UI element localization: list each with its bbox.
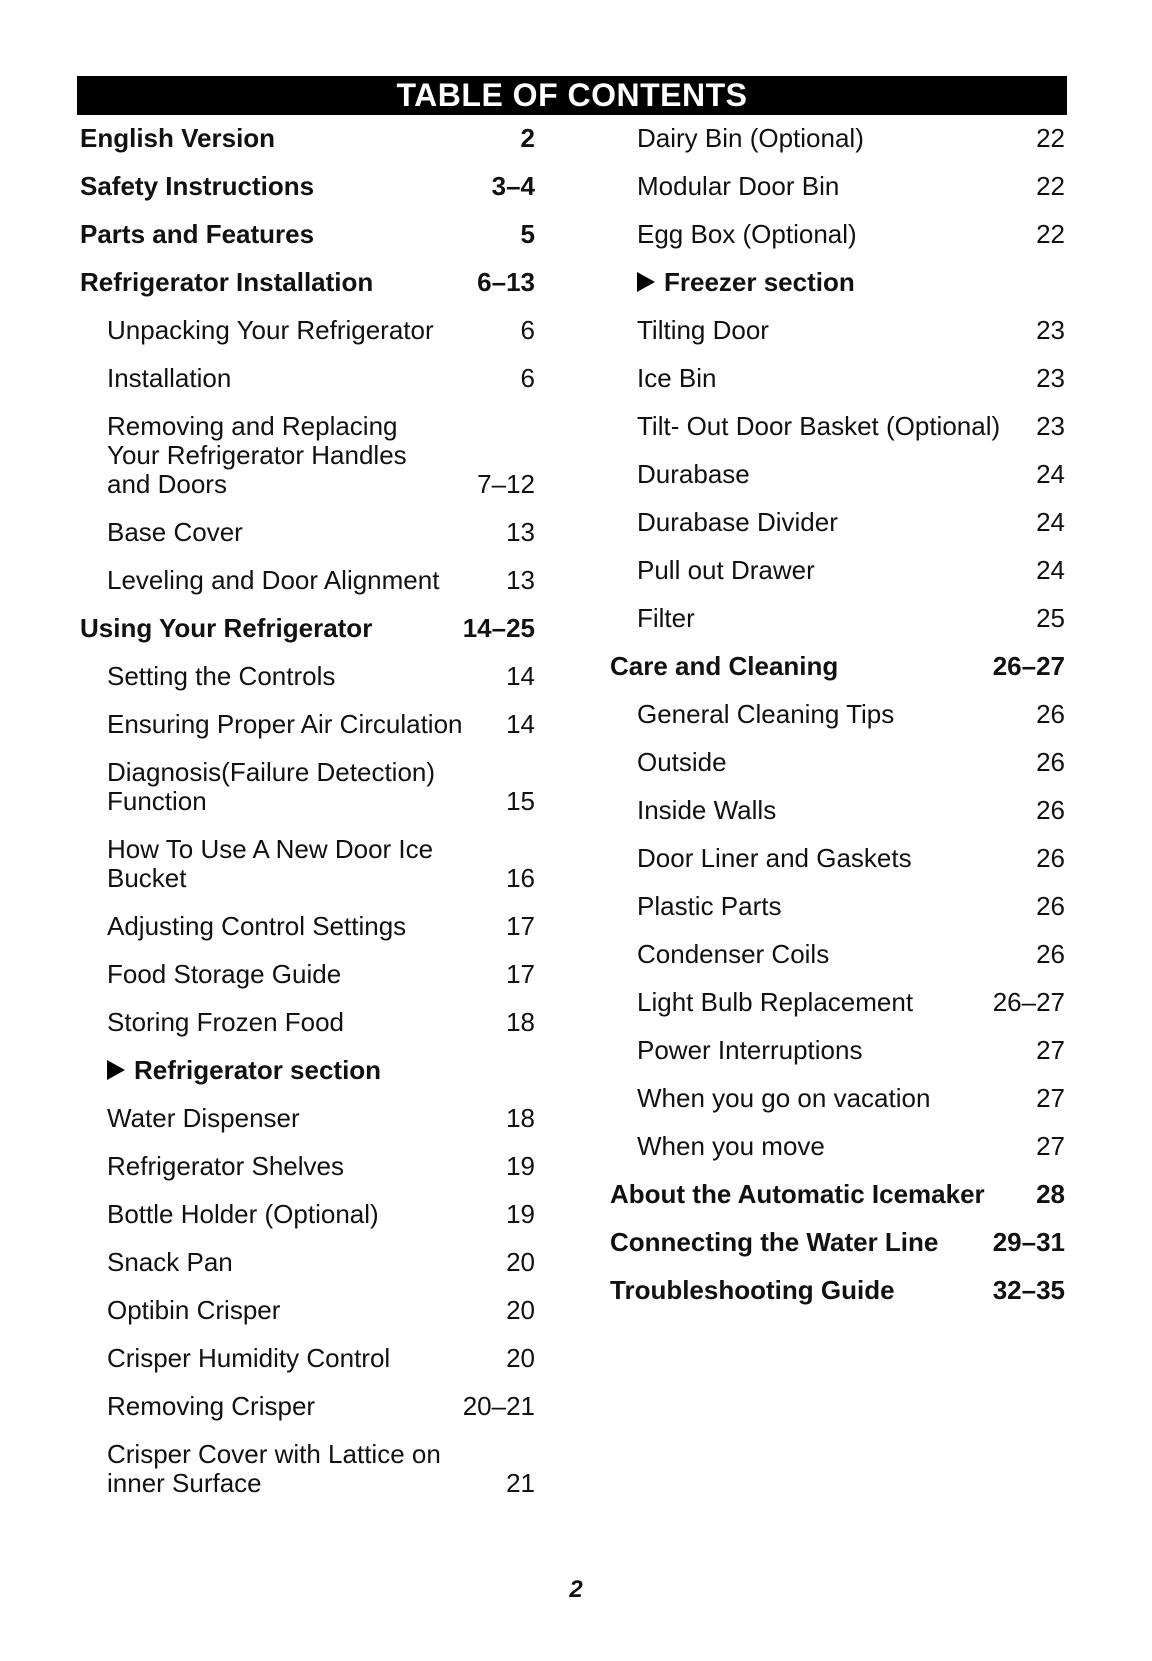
toc-entry[interactable] — [80, 1248, 535, 1277]
toc-entry[interactable] — [610, 316, 1065, 345]
toc-entry-text: Using Your Refrigerator — [80, 613, 373, 643]
toc-entry-text: Base Cover — [107, 517, 243, 547]
toc-entry-text: Door Liner and Gaskets — [637, 843, 912, 873]
toc-entry-page: 7–12 — [477, 469, 535, 499]
toc-entry-label — [610, 652, 993, 681]
toc-entry-page: 20 — [506, 1343, 535, 1373]
toc-entry-text: Plastic Parts — [637, 891, 782, 921]
toc-entry-label — [80, 518, 475, 547]
toc-entry-label — [80, 835, 475, 893]
toc-entry-text: Parts and Features — [80, 219, 315, 249]
toc-entry-page: 18 — [506, 1103, 535, 1133]
toc-entry[interactable] — [610, 124, 1065, 153]
toc-entry-page: 16 — [506, 863, 535, 893]
toc-entry-text: About the Automatic Icemaker — [610, 1179, 985, 1209]
toc-entry[interactable] — [80, 1344, 535, 1373]
toc-entry-label — [610, 1180, 1005, 1209]
toc-entry-label — [80, 1296, 475, 1325]
toc-entry-page: 24 — [1036, 555, 1065, 585]
toc-entry-text: Egg Box (Optional) — [637, 219, 857, 249]
toc-entry-text: Snack Pan — [107, 1247, 233, 1277]
toc-entry-text: Care and Cleaning — [610, 651, 839, 681]
toc-entry-label — [610, 508, 1005, 537]
toc-entry-label — [80, 566, 475, 595]
toc-entry-page: 26 — [1036, 699, 1065, 729]
toc-entry-page: 20 — [506, 1295, 535, 1325]
toc-entry[interactable] — [80, 960, 535, 989]
toc-entry[interactable] — [80, 566, 535, 595]
toc-entry-text: General Cleaning Tips — [637, 699, 895, 729]
toc-entry[interactable] — [610, 1276, 1065, 1305]
toc-entry-page: 13 — [506, 517, 535, 547]
toc-entry-page: 15 — [506, 786, 535, 816]
toc-entry-page: 23 — [1036, 363, 1065, 393]
toc-entry-page: 26 — [1036, 795, 1065, 825]
toc-entry-label — [80, 268, 475, 297]
toc-entry-text: Adjusting Control Settings — [107, 911, 407, 941]
toc-entry[interactable] — [80, 412, 535, 499]
toc-entry-label — [80, 364, 475, 393]
toc-entry-text: Condenser Coils — [637, 939, 830, 969]
toc-entry-text: Setting the Controls — [107, 661, 336, 691]
toc-entry-page: 6 — [520, 363, 535, 393]
toc-entry-text: Ensuring Proper Air Circulation — [107, 709, 463, 739]
toc-entry[interactable] — [80, 1200, 535, 1229]
toc-entry-text: Diagnosis(Failure Detection) Function — [107, 757, 436, 816]
toc-entry[interactable] — [80, 220, 535, 249]
toc-entry-label — [610, 412, 1005, 441]
toc-entry-label — [610, 268, 1005, 297]
toc-entry-label — [610, 940, 1005, 969]
toc-entry-text: Filter — [637, 603, 695, 633]
toc-entry-text: Freezer section — [664, 267, 855, 297]
toc-entry[interactable] — [610, 1180, 1065, 1209]
toc-entry-text: Refrigerator Shelves — [107, 1151, 344, 1181]
toc-entry[interactable] — [610, 988, 1065, 1017]
triangle-bullet-icon — [637, 272, 655, 292]
toc-entry-label — [80, 1152, 475, 1181]
toc-entry[interactable] — [610, 940, 1065, 969]
toc-entry-page: 18 — [506, 1007, 535, 1037]
triangle-bullet-icon — [107, 1060, 125, 1080]
toc-entry-page: 14 — [506, 661, 535, 691]
toc-entry-text: Installation — [107, 363, 232, 393]
toc-entry-text: Inside Walls — [637, 795, 777, 825]
toc-entry-text: How To Use A New Door Ice Bucket — [107, 834, 434, 893]
toc-entry-label — [80, 662, 475, 691]
toc-entry-label — [610, 748, 1005, 777]
toc-entry[interactable] — [80, 1104, 535, 1133]
toc-entry-page: 14 — [506, 709, 535, 739]
toc-entry-text: Crisper Cover with Lattice on inner Surface — [107, 1439, 441, 1498]
toc-entry[interactable] — [610, 1132, 1065, 1161]
toc-entry-label — [80, 912, 475, 941]
toc-entry[interactable] — [610, 652, 1065, 681]
toc-entry-page: 6 — [520, 315, 535, 345]
toc-entry[interactable] — [80, 124, 535, 153]
toc-entry[interactable] — [610, 1084, 1065, 1113]
toc-entry[interactable] — [80, 1440, 535, 1498]
toc-entry[interactable] — [80, 172, 535, 201]
toc-entry[interactable] — [610, 748, 1065, 777]
toc-entry-page: 27 — [1036, 1035, 1065, 1065]
toc-entry-label — [610, 172, 1005, 201]
toc-entry[interactable] — [80, 1392, 535, 1421]
toc-entry[interactable] — [80, 614, 535, 643]
toc-entry-label — [80, 960, 475, 989]
toc-entry-page: 22 — [1036, 219, 1065, 249]
toc-entry-text: Light Bulb Replacement — [637, 987, 914, 1017]
toc-entry-page: 24 — [1036, 507, 1065, 537]
toc-entry[interactable] — [80, 518, 535, 547]
toc-entry[interactable] — [610, 844, 1065, 873]
toc-entry-label — [610, 364, 1005, 393]
toc-entry[interactable] — [610, 220, 1065, 249]
toc-entry-text: Dairy Bin (Optional) — [637, 123, 864, 153]
toc-entry[interactable] — [610, 1228, 1065, 1257]
toc-entry-text: Optibin Crisper — [107, 1295, 281, 1325]
toc-entry-text: Removing Crisper — [107, 1391, 316, 1421]
toc-entry-text: Crisper Humidity Control — [107, 1343, 391, 1373]
toc-entry-text: Refrigerator Installation — [80, 267, 374, 297]
toc-left-column — [80, 124, 535, 1517]
toc-entry-text: Durabase — [637, 459, 750, 489]
toc-entry-page: 22 — [1036, 123, 1065, 153]
toc-entry-text: English Version — [80, 123, 276, 153]
toc-entry-page: 14–25 — [462, 613, 535, 643]
toc-entry[interactable] — [80, 912, 535, 941]
toc-entry-page: 17 — [506, 959, 535, 989]
toc-entry[interactable] — [610, 508, 1065, 537]
toc-entry-text: Unpacking Your Refrigerator — [107, 315, 434, 345]
toc-entry-page: 23 — [1036, 315, 1065, 345]
toc-entry-text: Tilting Door — [637, 315, 769, 345]
toc-entry-label — [80, 1200, 475, 1229]
toc-entry-page: 5 — [520, 219, 535, 249]
toc-entry-text: Power Interruptions — [637, 1035, 863, 1065]
toc-entry[interactable] — [80, 364, 535, 393]
toc-entry-page: 21 — [506, 1468, 535, 1498]
toc-entry-text: Removing and Replacing Your Refrigerator Handles and Doors — [107, 411, 407, 499]
toc-entry-page: 26 — [1036, 939, 1065, 969]
toc-entry-text: Outside — [637, 747, 727, 777]
toc-entry[interactable] — [610, 268, 1065, 297]
toc-entry-text: Modular Door Bin — [637, 171, 840, 201]
toc-entry-text: Water Dispenser — [107, 1103, 300, 1133]
toc-entry-label — [80, 1056, 475, 1085]
toc-entry[interactable] — [610, 460, 1065, 489]
toc-entry[interactable] — [80, 316, 535, 345]
toc-entry-page: 22 — [1036, 171, 1065, 201]
toc-entry-text: Bottle Holder (Optional) — [107, 1199, 379, 1229]
toc-entry[interactable] — [80, 1152, 535, 1181]
toc-entry[interactable] — [80, 758, 535, 816]
toc-entry-page: 27 — [1036, 1131, 1065, 1161]
toc-entry-page: 2 — [520, 123, 535, 153]
toc-entry[interactable] — [610, 412, 1065, 441]
toc-right-column — [610, 124, 1065, 1324]
toc-entry-page: 20 — [506, 1247, 535, 1277]
page-number: 2 — [569, 1576, 583, 1603]
toc-entry[interactable] — [610, 172, 1065, 201]
toc-entry[interactable] — [80, 1008, 535, 1037]
toc-entry-label — [80, 710, 475, 739]
toc-entry-page: 24 — [1036, 459, 1065, 489]
toc-entry-page: 3–4 — [491, 171, 535, 201]
toc-entry-label — [80, 1248, 475, 1277]
toc-entry[interactable] — [610, 796, 1065, 825]
toc-entry-text: When you go on vacation — [637, 1083, 931, 1113]
toc-entry-page: 26–27 — [992, 987, 1065, 1017]
toc-entry-label — [610, 1036, 1005, 1065]
toc-entry-label — [610, 796, 1005, 825]
toc-entry[interactable] — [610, 556, 1065, 585]
toc-entry-page: 6–13 — [477, 267, 535, 297]
toc-entry-page: 19 — [506, 1199, 535, 1229]
toc-entry-text: Connecting the Water Line — [610, 1227, 939, 1257]
toc-entry-page: 32–35 — [992, 1275, 1065, 1305]
toc-entry-label — [80, 316, 475, 345]
toc-entry[interactable] — [80, 1296, 535, 1325]
toc-entry-label — [610, 844, 1005, 873]
toc-entry[interactable] — [610, 700, 1065, 729]
toc-entry-text: Tilt- Out Door Basket (Optional) — [637, 411, 1001, 441]
toc-entry-page: 23 — [1036, 411, 1065, 441]
toc-entry-label — [80, 758, 475, 816]
toc-entry[interactable] — [80, 710, 535, 739]
toc-entry-text: When you move — [637, 1131, 825, 1161]
toc-entry-label — [610, 1084, 1005, 1113]
toc-entry-page: 19 — [506, 1151, 535, 1181]
toc-entry-text: Durabase Divider — [637, 507, 838, 537]
toc-entry-page: 26 — [1036, 747, 1065, 777]
toc-entry-page: 17 — [506, 911, 535, 941]
toc-entry-text: Safety Instructions — [80, 171, 315, 201]
toc-entry[interactable] — [80, 268, 535, 297]
toc-entry-text: Pull out Drawer — [637, 555, 815, 585]
toc-entry[interactable] — [610, 892, 1065, 921]
toc-entry-text: Leveling and Door Alignment — [107, 565, 440, 595]
toc-entry-label — [80, 1344, 475, 1373]
toc-entry-label — [80, 1440, 475, 1498]
toc-entry[interactable] — [610, 604, 1065, 633]
toc-entry-label — [610, 124, 1005, 153]
toc-entry[interactable] — [610, 364, 1065, 393]
toc-title: TABLE OF CONTENTS — [77, 76, 1067, 115]
toc-entry-label — [80, 1392, 463, 1421]
toc-entry-page: 26 — [1036, 843, 1065, 873]
toc-entry-label — [80, 172, 475, 201]
toc-entry-text: Troubleshooting Guide — [610, 1275, 895, 1305]
toc-entry-text: Ice Bin — [637, 363, 717, 393]
toc-entry-label — [610, 892, 1005, 921]
toc-entry-text: Refrigerator section — [134, 1055, 382, 1085]
toc-entry-label — [610, 1228, 993, 1257]
toc-entry-label — [610, 1276, 993, 1305]
toc-entry-page: 26–27 — [992, 651, 1065, 681]
toc-entry-page: 13 — [506, 565, 535, 595]
toc-entry-label — [610, 316, 1005, 345]
toc-entry-text: Food Storage Guide — [107, 959, 342, 989]
toc-entry-text: Storing Frozen Food — [107, 1007, 345, 1037]
toc-entry[interactable] — [80, 662, 535, 691]
toc-entry-label — [610, 220, 1005, 249]
toc-entry-label — [80, 1104, 475, 1133]
toc-entry-label — [80, 220, 475, 249]
toc-entry-label — [610, 988, 993, 1017]
toc-entry-page: 28 — [1036, 1179, 1065, 1209]
toc-entry-page: 25 — [1036, 603, 1065, 633]
toc-entry-label — [80, 124, 475, 153]
toc-entry-page: 29–31 — [992, 1227, 1065, 1257]
toc-entry-label — [610, 556, 1005, 585]
toc-entry-label — [80, 1008, 475, 1037]
toc-entry-label — [80, 412, 475, 499]
toc-entry[interactable] — [610, 1036, 1065, 1065]
toc-entry-label — [610, 700, 1005, 729]
toc-entry[interactable] — [80, 835, 535, 893]
toc-entry-page: 26 — [1036, 891, 1065, 921]
toc-entry-label — [80, 614, 463, 643]
toc-entry-label — [610, 604, 1005, 633]
toc-entry[interactable] — [80, 1056, 535, 1085]
toc-entry-page: 20–21 — [462, 1391, 535, 1421]
toc-entry-label — [610, 460, 1005, 489]
toc-entry-page: 27 — [1036, 1083, 1065, 1113]
toc-entry-label — [610, 1132, 1005, 1161]
